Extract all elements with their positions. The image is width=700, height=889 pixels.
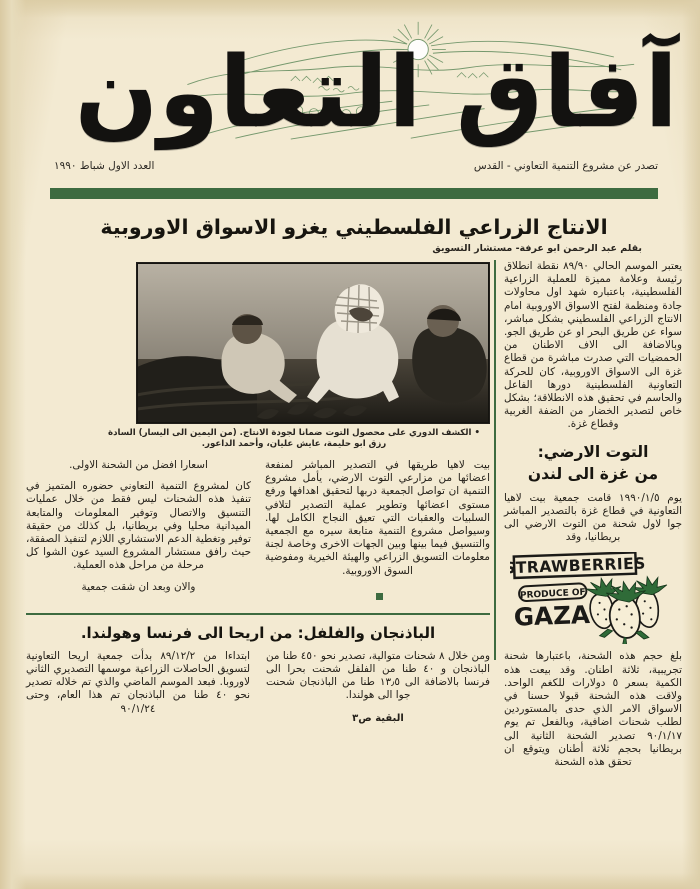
article-byline: بقلم عبد الرحمن ابو عرفة- مستشار التسويق <box>432 243 642 254</box>
bottom-center-paragraph: ابتداءا من ٨٩/١٢/٢ بدأت جمعية اريحا التعاونية لتسويق الحاصلات الزراعية موسمها التصديري الثاني لاوروبا. فبعد الموسم الماضي والذي تم خلاله تصدير نحو ٤٠ طنا من الباذنجان تم هذا العام، وحتى ٩٠/١/٢٤ <box>26 649 251 715</box>
paper-edge-left <box>0 0 26 889</box>
issue-info: العدد الاول شباط ١٩٩٠ <box>54 160 155 172</box>
article-headline: الانتاج الزراعي الفلسطيني يغزو الاسواق الاوروبية <box>100 215 608 239</box>
strawberries-gaza-logo <box>510 552 676 644</box>
article-body <box>26 260 683 769</box>
bottom-left-paragraph: ومن خلال ٨ شحنات متوالية، تصدير نحو ٤٥٠ طنا من الباذنجان و ٤٠ طنا من الفلفل شحنت بحرا الى فرنسا بالاضافة الى ١٣٫٥ طنا من الباذنجان شحنت جوا الى هولندا. <box>266 649 490 702</box>
photo-caption: • الكشف الدوري على محصول التوت ضمانا لجودة الانتاج. (من اليمين الى اليسار) السادة رزق ابو حليمة، عايش عليان، وأحمد الداعور. <box>108 428 480 449</box>
bottom-columns <box>26 650 490 724</box>
masthead <box>26 14 682 182</box>
column-left <box>265 459 490 605</box>
bottom-section-headline: الباذنجان والفلفل: من اريحا الى فرنسا وهولندا. <box>80 623 436 642</box>
green-divider-bar <box>50 188 658 199</box>
publication-title: آفاق التعاون <box>74 36 678 150</box>
strawberry-subhead-line2: من غزة الى لندن <box>527 464 659 483</box>
continuation-note: البقية ص٣ <box>352 712 404 724</box>
left-center-zone <box>26 260 490 724</box>
article-photo <box>136 262 490 424</box>
paper-edge-right <box>682 0 700 889</box>
center-paragraph-3: والان وبعد ان شقت جمعية <box>81 580 196 593</box>
logo-mid-text: PRODUCE OF <box>519 588 586 602</box>
strawberry-paragraph-1: يوم ١٩٩٠/١/٥ قامت جمعية بيت لاهيا التعاونية في قطاع غزة بالتصدير المباشر جوا لاول شحنة من التوت الارضي الى بريطانيا، وقد <box>504 491 683 544</box>
strawberry-illustration <box>586 577 667 644</box>
logo-top-text: STRAWBERRIES <box>510 554 647 578</box>
photo-artwork <box>137 263 489 423</box>
center-paragraph-1: اسعارا افضل من الشحنة الاولى. <box>69 459 208 471</box>
bottom-column-left <box>266 650 490 724</box>
column-center <box>26 459 251 605</box>
strawberry-paragraph-2: بلغ حجم هذه الشحنة، باعتبارها شحنة تجريبية، ثلاثة اطنان. وقد بيعت هذه الكمية بسعر ٥ دولارات للكغم الواحد. ولاقت هذه الشحنة قبولا حسنا في الاسواق الامر الذي حدى بالمستوردين لطلب شحنات اضافية، وبالفعل تم يوم ٩٠/١/١٧ تصدير الشحنة الثانية الى بريطانيا بحجم ثلاثة أطنان ويتوقع ان تحقق هذه الشحنة <box>504 650 682 769</box>
page-content <box>26 14 682 879</box>
logo-bottom-text: GAZA <box>513 600 591 633</box>
masthead-meta <box>26 160 682 178</box>
publisher-info: تصدر عن مشروع التنمية التعاوني - القدس <box>473 160 658 172</box>
vertical-rule <box>494 260 496 660</box>
right-column <box>504 260 682 777</box>
bottom-column-center <box>26 650 250 724</box>
left-column-paragraph: بيت لاهيا طريقها في التصدير المباشر لمنفعة اعضائها من مزارعي التوت الارضي، يأمل مشروع التنمية ان تواصل الجمعية دربها لتحقيق اهدافها ورفع مستوى اعضائها وتطوير عملية التصدير لتلافي السلبيات والعقبات التي تعيق النجاح الكامل لها. وسيواصل مشروع التنمية متابعة سيره مع الجمعية والتنسيق فيما بينها وبين الجهات الاخرى وخاصة لجنة معلومات التسويق الزراعي والهيئة الخيرية ومفوضية السوق الاوروبية. <box>265 459 490 577</box>
logo-artwork <box>510 552 676 644</box>
center-paragraph-2: كان لمشروع التنمية التعاوني حضوره المتميز في تنفيذ هذه الشحنات ليس فقط من خلال عمليات التنسيق والاتصال وتوفير المعلومات والمتابعة الميدانية محليا وفي بريطانيا، بل كذلك من حقيقة توفير وتغطية الدعم الاستشاري اللازم لتنفيذ الصفقة، حيث رافق مستشار المشروع السيد عون الشوا كل مرحلة من مراحل هذه العملية. <box>26 480 251 572</box>
end-mark <box>376 593 383 600</box>
lead-paragraph: يعتبر الموسم الحالي ٨٩/٩٠ نقطة انطلاق رئيسة وعلامة مميزة للعملية الزراعية الفلسطينية، باعتباره شهد اول محاولات جادة ومنظمة لفتح الاسواق الاوروبية امام الانتاج الزراعي الفلسطيني بشكل مباشر، سواء عن طريق البحر او عن طريق الجو. وبالاضافة الى الاف الاطنان من الحمضيات التي صدرت مباشرة من قطاع غزة الى الاسواق الاوروبية، كان للحركة التعاونية الفلسطينية دورها الفاعل والحاسم في تحقيق هذه الانطلاقة؛ بشكل خاص لتصدير الخضار من الضفة الغربية وقطاع غزة. <box>504 260 682 431</box>
section-divider <box>26 613 490 615</box>
strawberry-subhead-line1: التوت الارضي: <box>537 442 649 461</box>
two-column-text <box>26 459 490 605</box>
